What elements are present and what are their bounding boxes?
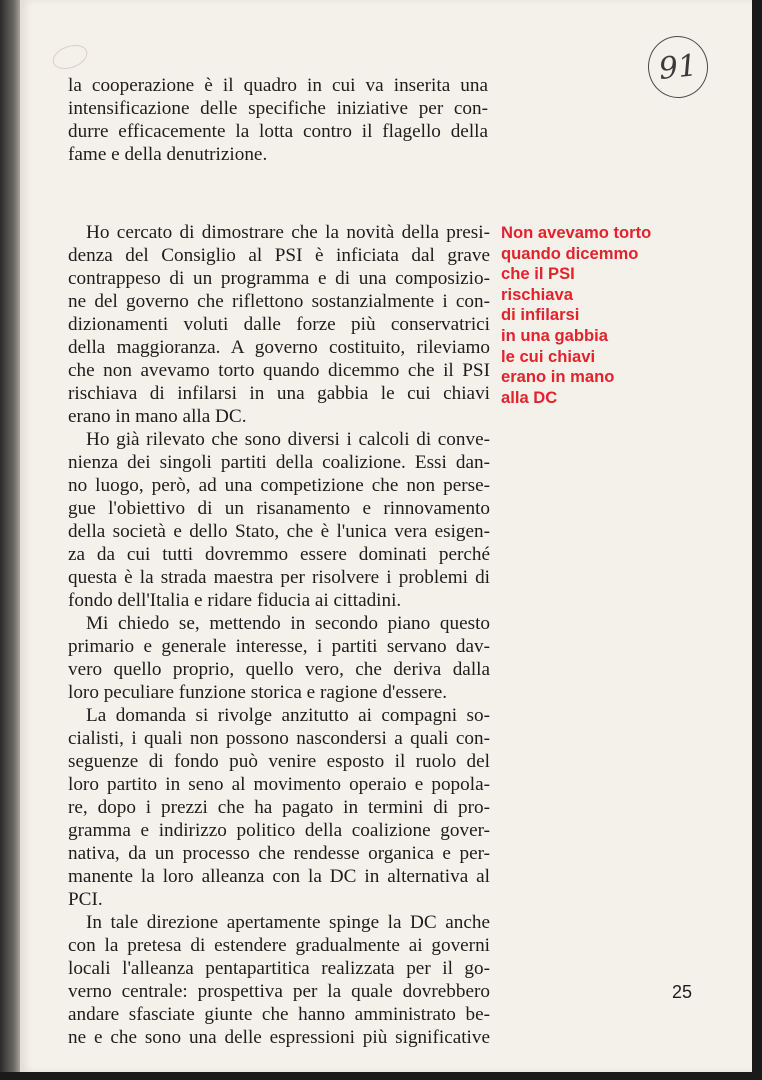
pull-quote-line: alla DC <box>501 387 558 407</box>
text-line: la cooperazione è il quadro in cui va inserita una <box>68 75 488 96</box>
text-line: intensificazione delle specifiche iniziative per con- <box>68 98 488 119</box>
text-line: manente la loro alleanza con la DC in alternativa al <box>68 866 490 887</box>
pull-quote-line: che il PSI <box>501 264 575 284</box>
text-line: Ho già rilevato che sono diversi i calcoli di conve- <box>86 429 490 450</box>
text-line: andare sfasciate giunte che hanno amministrato be- <box>68 1004 490 1025</box>
text-line: della società e dello Stato, che è l'unica vera esigen- <box>68 521 490 542</box>
text-line: fame e della denutrizione. <box>68 144 268 165</box>
pull-quote-line: le cui chiavi <box>501 346 596 366</box>
text-line: PCI. <box>68 889 103 910</box>
text-line: con la pretesa di estendere gradualmente ai governi <box>68 935 490 956</box>
text-line: fondo dell'Italia e ridare fiducia ai cittadini. <box>68 590 402 611</box>
main-text-column <box>68 221 490 1049</box>
text-line: loro peculiare funzione storica e ragione d'essere. <box>68 682 448 703</box>
text-line: ne e che sono una delle espressioni più significative <box>68 1027 490 1048</box>
scan-border-bottom <box>0 1072 762 1080</box>
text-line: ne del governo che riflettono sostanzialmente i con- <box>68 291 490 312</box>
text-line: denza del Consiglio al PSI è inficiata dal grave <box>68 245 490 266</box>
pull-quote-line: in una gabbia <box>501 325 608 345</box>
text-line: loro partito in seno al movimento operaio e popola- <box>68 774 490 795</box>
text-line: La domanda si rivolge anzitutto ai compagni so- <box>86 705 490 726</box>
text-line: Ho cercato di dimostrare che la novità della presi- <box>86 222 490 243</box>
text-line: primario e generale interesse, i partiti servano dav- <box>68 636 490 657</box>
text-line: locali l'alleanza pentapartitica realizzata per il go- <box>68 958 490 979</box>
text-line: gramma e indirizzo politico della coalizione gover- <box>68 820 490 841</box>
text-line: che non avevamo torto quando dicemmo che il PSI <box>68 360 490 381</box>
text-line: re, dopo i prezzi che ha pagato in termini di pro- <box>68 797 490 818</box>
pull-quote-line: di infilarsi <box>501 305 580 325</box>
text-line: nienza dei singoli partiti della coalizione. Essi dan- <box>68 452 490 473</box>
text-line: della maggioranza. A governo costituito, rileviamo <box>68 337 490 358</box>
text-line: seguenze di fondo può venire esposto il ruolo del <box>68 751 490 772</box>
text-line: vero quello proprio, quello vero, che deriva dalla <box>68 659 490 680</box>
text-line: In tale direzione apertamente spinge la DC anche <box>86 912 490 933</box>
pull-quote-line: Non avevamo torto <box>501 223 652 242</box>
text-line: dizionamenti voluti dalle forze più conservatrici <box>68 314 490 335</box>
pull-quote <box>501 223 691 408</box>
scan-border-right <box>752 0 762 1080</box>
text-line: rischiava di infilarsi in una gabbia le cui chiavi <box>68 383 490 404</box>
text-line: verno centrale: prospettiva per la quale dovrebbero <box>68 981 490 1002</box>
text-line: questa è la strada maestra per risolvere i problemi di <box>68 567 490 588</box>
binding-edge <box>0 0 20 1080</box>
text-line: erano in mano alla DC. <box>68 406 247 427</box>
text-line: Mi chiedo se, mettendo in secondo piano questo <box>86 613 490 634</box>
pull-quote-line: rischiava <box>501 284 573 304</box>
handwritten-folio-number: 91 <box>645 33 711 101</box>
text-line: cialisti, i quali non possono nascondersi a quali con- <box>68 728 490 749</box>
text-line: contrappeso di un programma e di una composizio- <box>68 268 490 289</box>
text-line: no luogo, però, ad una competizione che non perse- <box>68 475 490 496</box>
page-number: 25 <box>672 982 693 1002</box>
text-line: nativa, da un processo che rendesse organica e per- <box>68 843 490 864</box>
text-line: za da cui tutti dovremmo essere dominati perché <box>68 544 490 565</box>
pull-quote-line: quando dicemmo <box>501 243 639 263</box>
top-paragraph <box>68 74 488 166</box>
text-line: gue l'obiettivo di un risanamento e rinnovamento <box>68 498 490 519</box>
text-line: durre efficacemente la lotta contro il flagello della <box>68 121 488 142</box>
pull-quote-line: erano in mano <box>501 367 615 387</box>
